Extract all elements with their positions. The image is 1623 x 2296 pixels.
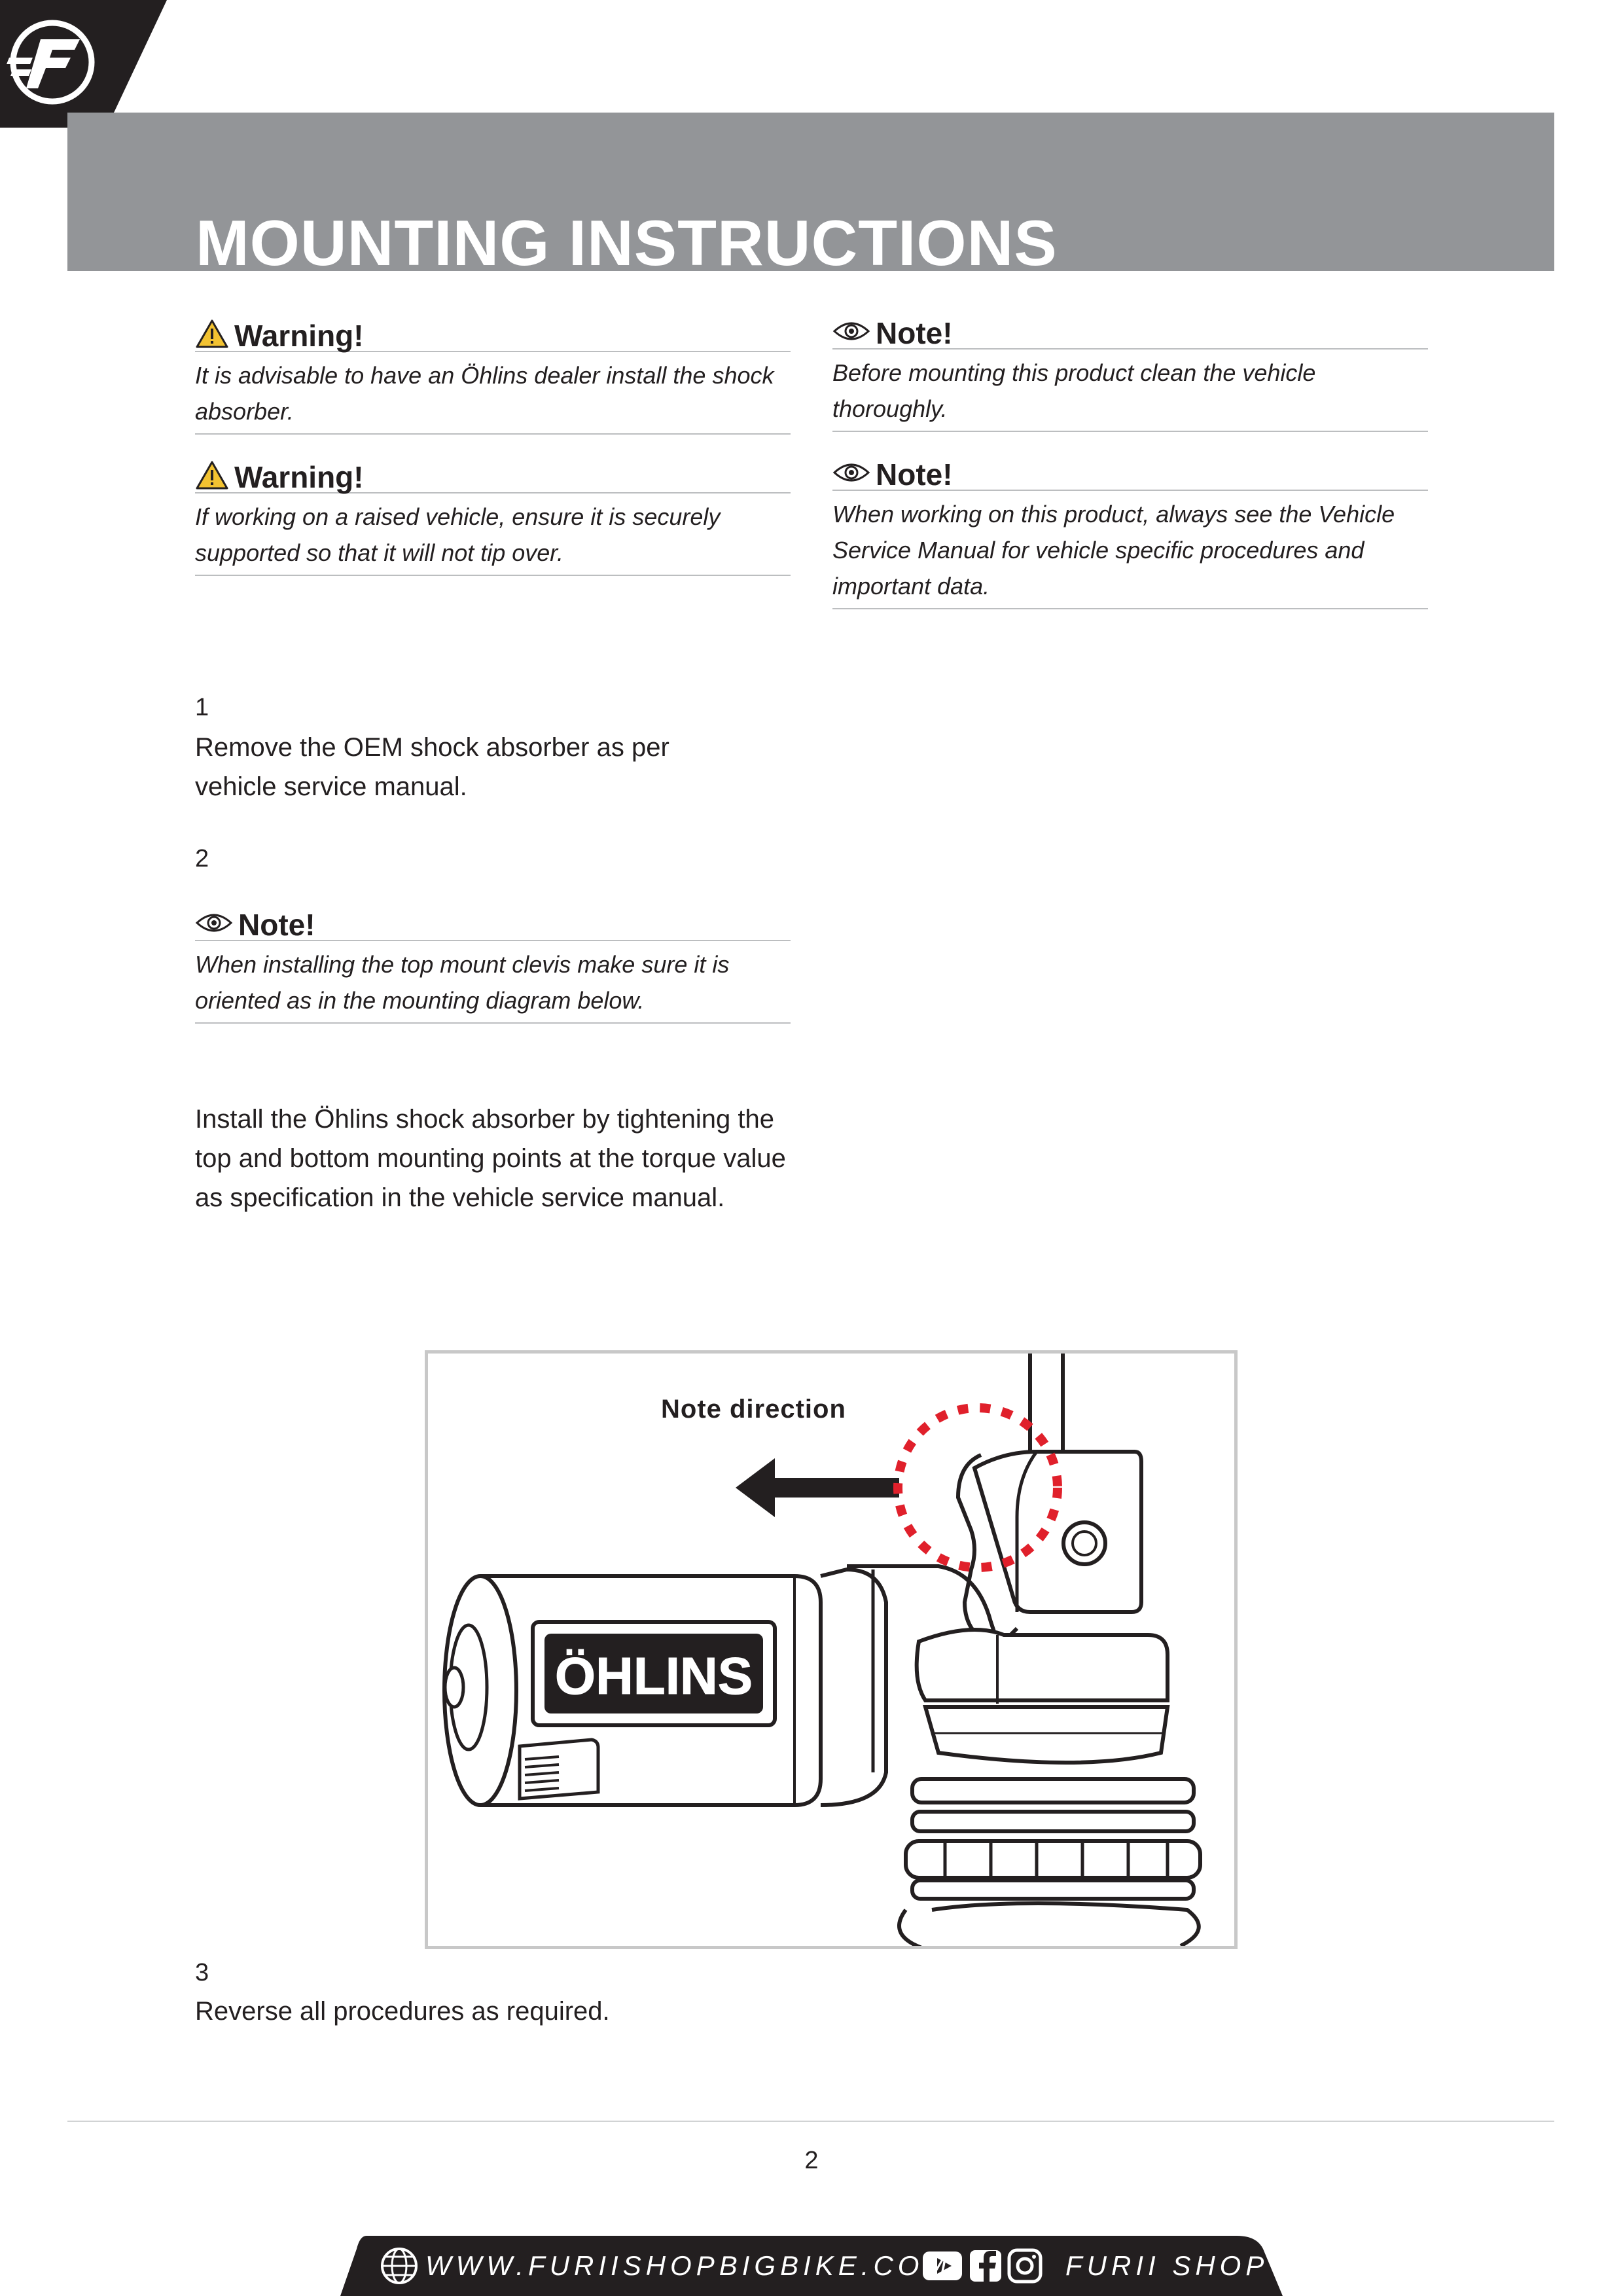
eye-icon: [195, 911, 233, 935]
page-title: MOUNTING INSTRUCTIONS: [196, 207, 1058, 271]
warning-callout-1: [195, 317, 791, 435]
furii-logo: [0, 0, 170, 131]
callout-body: Before mounting this product clean the vehicle thoroughly.: [832, 350, 1428, 432]
step-text: Reverse all procedures as required.: [195, 1997, 610, 2026]
callout-head: [832, 314, 1428, 350]
page-number: 2: [804, 2147, 819, 2174]
header-bar: [67, 113, 1554, 271]
callout-body: It is advisable to have an Öhlins dealer install the shock absorber.: [195, 352, 791, 435]
callout-head: [195, 906, 791, 941]
step-number: 1: [195, 694, 209, 721]
step-number: 3: [195, 1959, 209, 1986]
eye-icon: [832, 461, 870, 484]
callout-title: Note!: [876, 316, 953, 350]
callout-title: Note!: [238, 908, 315, 942]
eye-icon: [832, 319, 870, 343]
brand-label: ÖHLINS: [554, 1647, 753, 1705]
callout-body: If working on a raised vehicle, ensure it is securely supported so that it will not tip over.: [195, 493, 791, 576]
website-link[interactable]: WWW.FURIISHOPBIGBIKE.COM: [425, 2250, 952, 2281]
callout-body: When installing the top mount clevis make sure it is oriented as in the mounting diagram below.: [195, 941, 791, 1024]
arrow-left-icon: [736, 1458, 899, 1517]
note-callout-1: [832, 314, 1428, 432]
callout-head: [195, 458, 791, 493]
step-text: Install the Öhlins shock absorber by tightening the top and bottom mounting points at the torque value as specification in the vehicle service manual.: [195, 1105, 786, 1212]
shock-absorber-drawing: [428, 1354, 1234, 1946]
facebook-icon[interactable]: [970, 2250, 1001, 2282]
warning-icon: [195, 319, 229, 349]
warning-icon: [195, 460, 229, 490]
mounting-diagram: [425, 1350, 1238, 1949]
callout-title: Warning!: [234, 460, 364, 494]
callout-head: [832, 456, 1428, 491]
callout-title: Note!: [876, 457, 953, 492]
callout-body: When working on this product, always see the Vehicle Service Manual for vehicle specific procedures and important data.: [832, 491, 1428, 609]
note-callout-3: [195, 906, 791, 1024]
callout-title: Warning!: [234, 319, 364, 353]
footer-divider: [67, 2121, 1554, 2122]
note-direction-label: Note direction: [661, 1395, 846, 1424]
callout-head: [195, 317, 791, 352]
step-text: Remove the OEM shock absorber as per vehicle service manual.: [195, 733, 669, 801]
warning-callout-2: [195, 458, 791, 576]
note-callout-2: [832, 456, 1428, 609]
step-number: 2: [195, 845, 209, 872]
shop-name: FURII SHOP: [1065, 2250, 1269, 2281]
